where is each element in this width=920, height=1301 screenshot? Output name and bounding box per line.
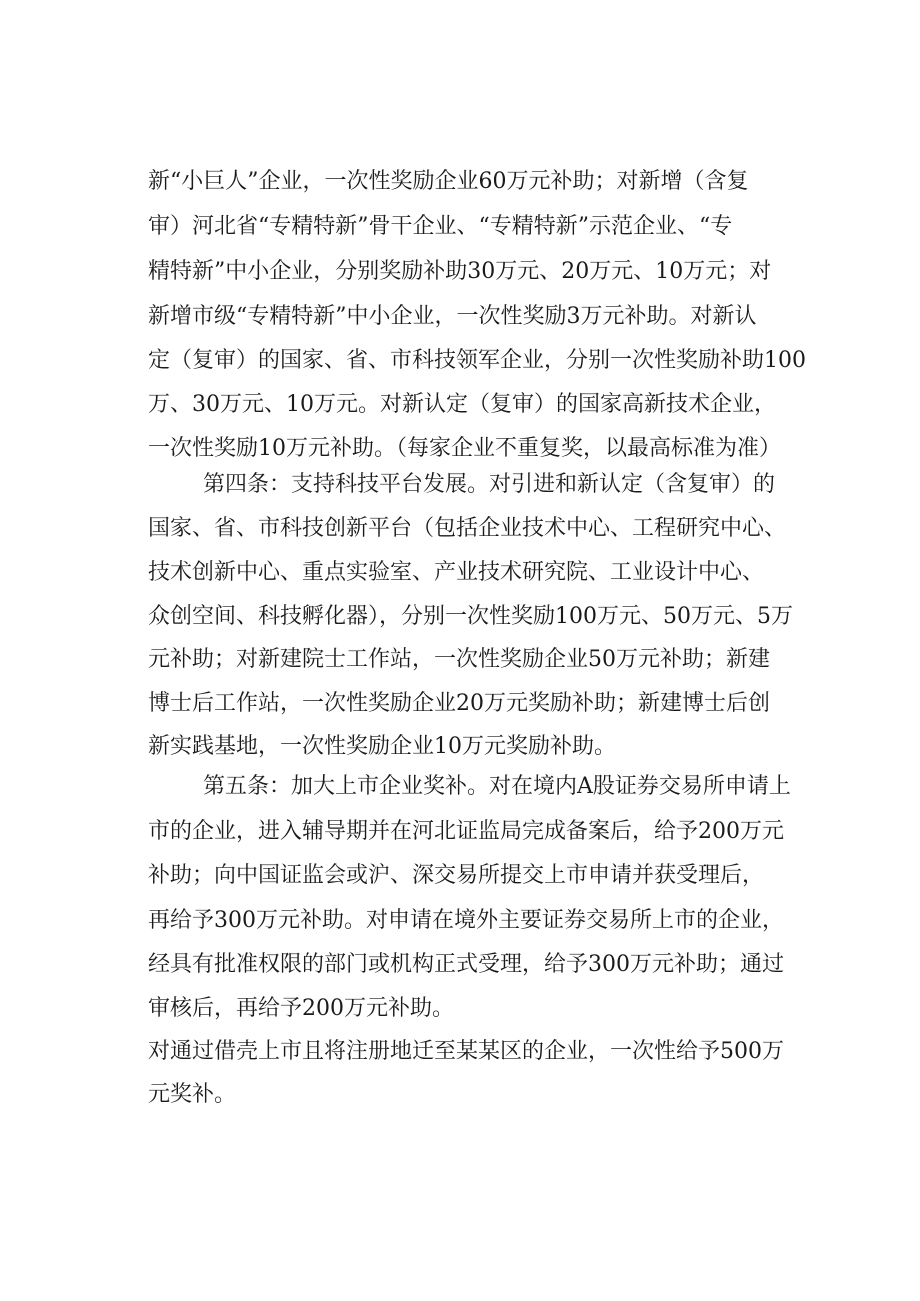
- paragraph-line: 元奖补。: [148, 1082, 237, 1107]
- paragraph-line: 补助；向中国证监会或沪、深交易所提交上市申请并获受理后，: [148, 863, 765, 888]
- paragraph-line: 国家、省、市科技创新平台（包括企业技术中心、工程研究中心、: [148, 516, 787, 541]
- paragraph-line: 新增市级“专精特新”中小企业，一次性奖励3万元补助。对新认: [148, 304, 757, 329]
- paragraph-line: 定（复审）的国家、省、市科技领军企业，分别一次性奖励补助100: [148, 348, 806, 373]
- paragraph-line: 博士后工作站，一次性奖励企业20万元奖励补助；新建博士后创: [148, 691, 770, 716]
- paragraph-line: 市的企业，进入辅导期并在河北证监局完成备案后，给予200万元: [148, 819, 784, 844]
- paragraph-line: 技术创新中心、重点实验室、产业技术研究院、工业设计中心、: [148, 560, 765, 585]
- paragraph-line: 一次性奖励10万元补助。（每家企业不重复奖，以最高标准为准）: [148, 436, 781, 461]
- paragraph-line: 新“小巨人”企业，一次性奖励企业60万元补助；对新增（含复: [148, 169, 749, 194]
- paragraph-line: 众创空间、科技孵化器），分别一次性奖励100万元、50万元、5万: [148, 604, 793, 629]
- paragraph-line: 新实践基地，一次性奖励企业10万元奖励补助。: [148, 734, 616, 759]
- paragraph-line: 再给予300万元补助。对申请在境外主要证券交易所上市的企业，: [148, 908, 784, 933]
- paragraph-line: 万、30万元、10万元。对新认定（复审）的国家高新技术企业，: [148, 392, 776, 417]
- paragraph-line: 审核后，再给予200万元补助。: [148, 996, 454, 1021]
- paragraph-line: 精特新”中小企业，分别奖励补助30万元、20万元、10万元；对: [148, 259, 772, 284]
- paragraph-line: 审）河北省“专精特新”骨干企业、“专精特新”示范企业、“专: [148, 214, 733, 239]
- paragraph-line: 对通过借壳上市且将注册地迁至某某区的企业，一次性给予500万: [148, 1039, 784, 1064]
- article-5-heading-line: 第五条：加大上市企业奖补。对在境内A股证券交易所申请上: [203, 774, 791, 799]
- article-4-heading-line: 第四条：支持科技平台发展。对引进和新认定（含复审）的: [203, 472, 776, 497]
- paragraph-line: 经具有批准权限的部门或机构正式受理，给予300万元补助；通过: [148, 952, 784, 977]
- paragraph-line: 元补助；对新建院士工作站，一次性奖励企业50万元补助；新建: [148, 647, 770, 672]
